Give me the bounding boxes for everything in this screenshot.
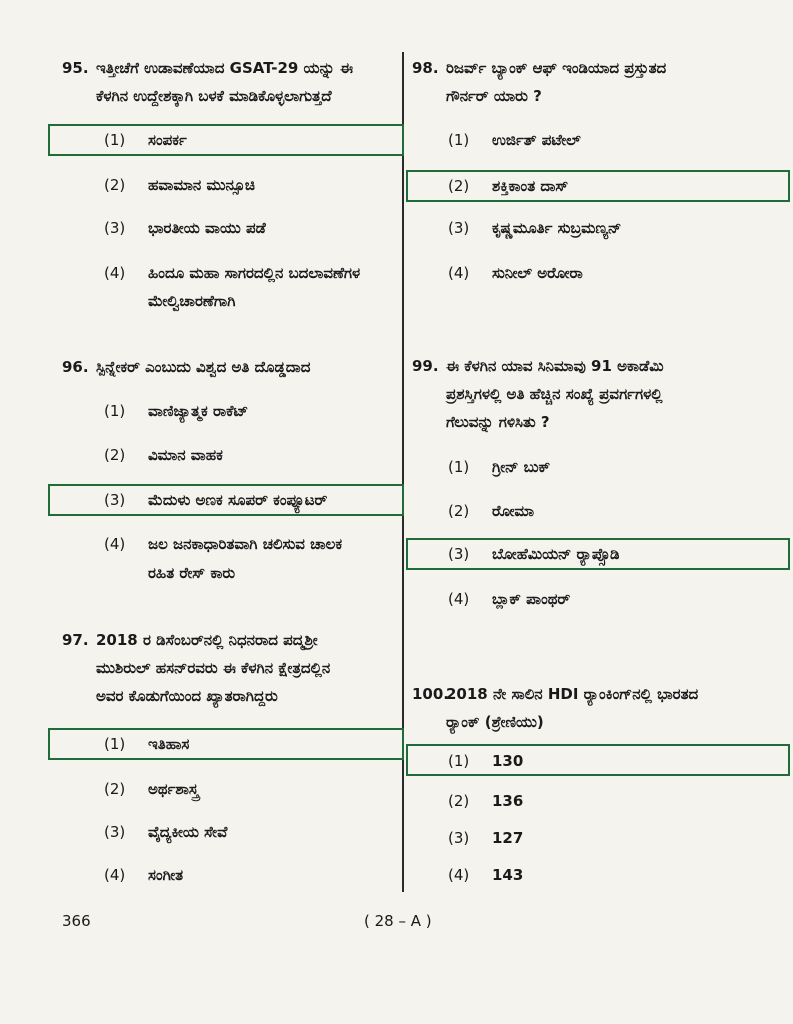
- answer-highlight-box: [48, 124, 404, 156]
- option-96-2[interactable]: (2) ವಿಮಾನ ವಾಹಕ: [104, 446, 223, 464]
- option-98-2[interactable]: (2) ಶಕ್ತಿಕಾಂತ ದಾಸ್: [448, 177, 569, 195]
- option-97-4[interactable]: (4) ಸಂಗೀತ: [104, 866, 184, 884]
- question-number: 99.: [412, 357, 439, 375]
- question-text: ಕೆಳಗಿನ ಉದ್ದೇಶಕ್ಕಾಗಿ ಬಳಕೆ ಮಾಡಿಕೊಳ್ಳಲಾಗುತ್ತದೆ: [96, 87, 332, 105]
- option-98-3[interactable]: (3) ಕೃಷ್ಣಮೂರ್ತಿ ಸುಬ್ರಮಣ್ಯನ್: [448, 219, 622, 237]
- option-100-1[interactable]: (1) 130: [448, 752, 524, 770]
- question-text: 2018 ನೇ ಸಾಲಿನ HDI ರ್‍ಯಾಂಕಿಂಗ್‌ನಲ್ಲಿ ಭಾರತದ: [446, 685, 699, 703]
- option-95-4-continued: ಮೇಲ್ವಿಚಾರಣೆಗಾಗಿ: [148, 292, 236, 310]
- option-96-4[interactable]: (4) ಜಲ ಜನಕಾಧಾರಿತವಾಗಿ ಚಲಿಸುವ ಚಾಲಕ: [104, 535, 343, 553]
- question-95: [62, 54, 353, 110]
- question-text: ರಿಜರ್ವ್ ಬ್ಯಾಂಕ್ ಆಫ್ ಇಂಡಿಯಾದ ಪ್ರಸ್ತುತದ: [446, 59, 667, 77]
- question-98: [412, 54, 666, 110]
- option-96-3[interactable]: (3) ಮೆದುಳು ಅಣಕ ಸೂಪರ್ ಕಂಪ್ಯೂಟರ್: [104, 491, 328, 509]
- page-number: 366: [62, 912, 91, 930]
- question-text: ಇತ್ತೀಚೆಗೆ ಉಡಾವಣೆಯಾದ GSAT-29 ಯನ್ನು ಈ: [96, 59, 353, 77]
- option-95-2[interactable]: (2) ಹವಾಮಾನ ಮುನ್ಸೂಚಿ: [104, 176, 255, 194]
- question-number: 95.: [62, 59, 89, 77]
- question-97: [62, 626, 330, 710]
- option-100-2[interactable]: (2) 136: [448, 792, 524, 810]
- option-95-3[interactable]: (3) ಭಾರತೀಯ ವಾಯು ಪಡೆ: [104, 219, 266, 237]
- question-text: ರ್‍ಯಾಂಕ್ (ಶ್ರೇಣಿಯು): [446, 713, 544, 731]
- option-95-1[interactable]: (1) ಸಂಪರ್ಕ: [104, 131, 187, 149]
- option-99-1[interactable]: (1) ಗ್ರೀನ್ ಬುಕ್: [448, 458, 551, 476]
- column-divider: [402, 52, 404, 892]
- option-99-4[interactable]: (4) ಬ್ಲಾಕ್ ಪಾಂಥರ್: [448, 590, 571, 608]
- option-99-3[interactable]: (3) ಬೋಹೆಮಿಯನ್ ರ್‍ಯಾಪ್ಸೊಡಿ: [448, 545, 620, 563]
- question-number: 96.: [62, 358, 89, 376]
- question-text: 2018 ರ ಡಿಸೆಂಬರ್‌ನಲ್ಲಿ ನಿಧನರಾದ ಪದ್ಮಶ್ರೀ: [96, 631, 318, 649]
- question-99: [412, 352, 664, 436]
- question-number: 97.: [62, 631, 89, 649]
- question-text: ಗೌರ್ನರ್ ಯಾರು ?: [446, 87, 542, 105]
- option-95-4[interactable]: (4) ಹಿಂದೂ ಮಹಾ ಸಾಗರದಲ್ಲಿನ ಬದಲಾವಣೆಗಳ: [104, 264, 361, 282]
- booklet-code: ( 28 – A ): [364, 912, 432, 930]
- option-97-3[interactable]: (3) ವೈದ್ಯಕೀಯ ಸೇವೆ: [104, 823, 228, 841]
- option-97-1[interactable]: (1) ಇತಿಹಾಸ: [104, 735, 190, 753]
- option-100-4[interactable]: (4) 143: [448, 866, 524, 884]
- question-text: ಈ ಕೆಳಗಿನ ಯಾವ ಸಿನಿಮಾವು 91 ಅಕಾಡೆಮಿ: [446, 357, 664, 375]
- question-100: [412, 680, 698, 736]
- question-text: ಸ್ಪಿನ್ನೇಕರ್ ಎಂಬುದು ವಿಶ್ವದ ಅತಿ ದೊಡ್ಡದಾದ: [96, 358, 311, 376]
- question-number: 98.: [412, 59, 439, 77]
- question-text: ಪ್ರಶಸ್ತಿಗಳಲ್ಲಿ ಅತಿ ಹೆಚ್ಚಿನ ಸಂಖ್ಯೆ ಪ್ರವರ್ಗಗಳಲ್ಲಿ: [446, 385, 663, 403]
- question-96: [62, 353, 310, 381]
- question-text: ಮುಶಿರುಲ್ ಹಸನ್‌ರವರು ಈ ಕೆಳಗಿನ ಕ್ಷೇತ್ರದಲ್ಲಿನ: [96, 659, 331, 677]
- option-97-2[interactable]: (2) ಅರ್ಥಶಾಸ್ತ್ರ: [104, 780, 199, 798]
- question-text: ಅವರ ಕೊಡುಗೆಯಿಂದ ಖ್ಯಾತರಾಗಿದ್ದರು: [96, 687, 278, 705]
- option-96-1[interactable]: (1) ವಾಣಿಜ್ಯಾತ್ಮಕ ರಾಕೆಟ್: [104, 402, 249, 420]
- option-99-2[interactable]: (2) ರೋಮಾ: [448, 502, 534, 520]
- question-text: ಗೆಲುವನ್ನು ಗಳಿಸಿತು ?: [446, 413, 550, 431]
- option-98-4[interactable]: (4) ಸುನೀಲ್ ಅರೋರಾ: [448, 264, 583, 282]
- question-number: 100.: [412, 685, 450, 703]
- option-100-3[interactable]: (3) 127: [448, 829, 524, 847]
- option-98-1[interactable]: (1) ಉರ್ಜಿತ್ ಪಟೇಲ್: [448, 131, 581, 149]
- option-96-4-continued: ರಹಿತ ರೇಸ್ ಕಾರು: [148, 564, 236, 582]
- answer-highlight-box: [48, 728, 404, 760]
